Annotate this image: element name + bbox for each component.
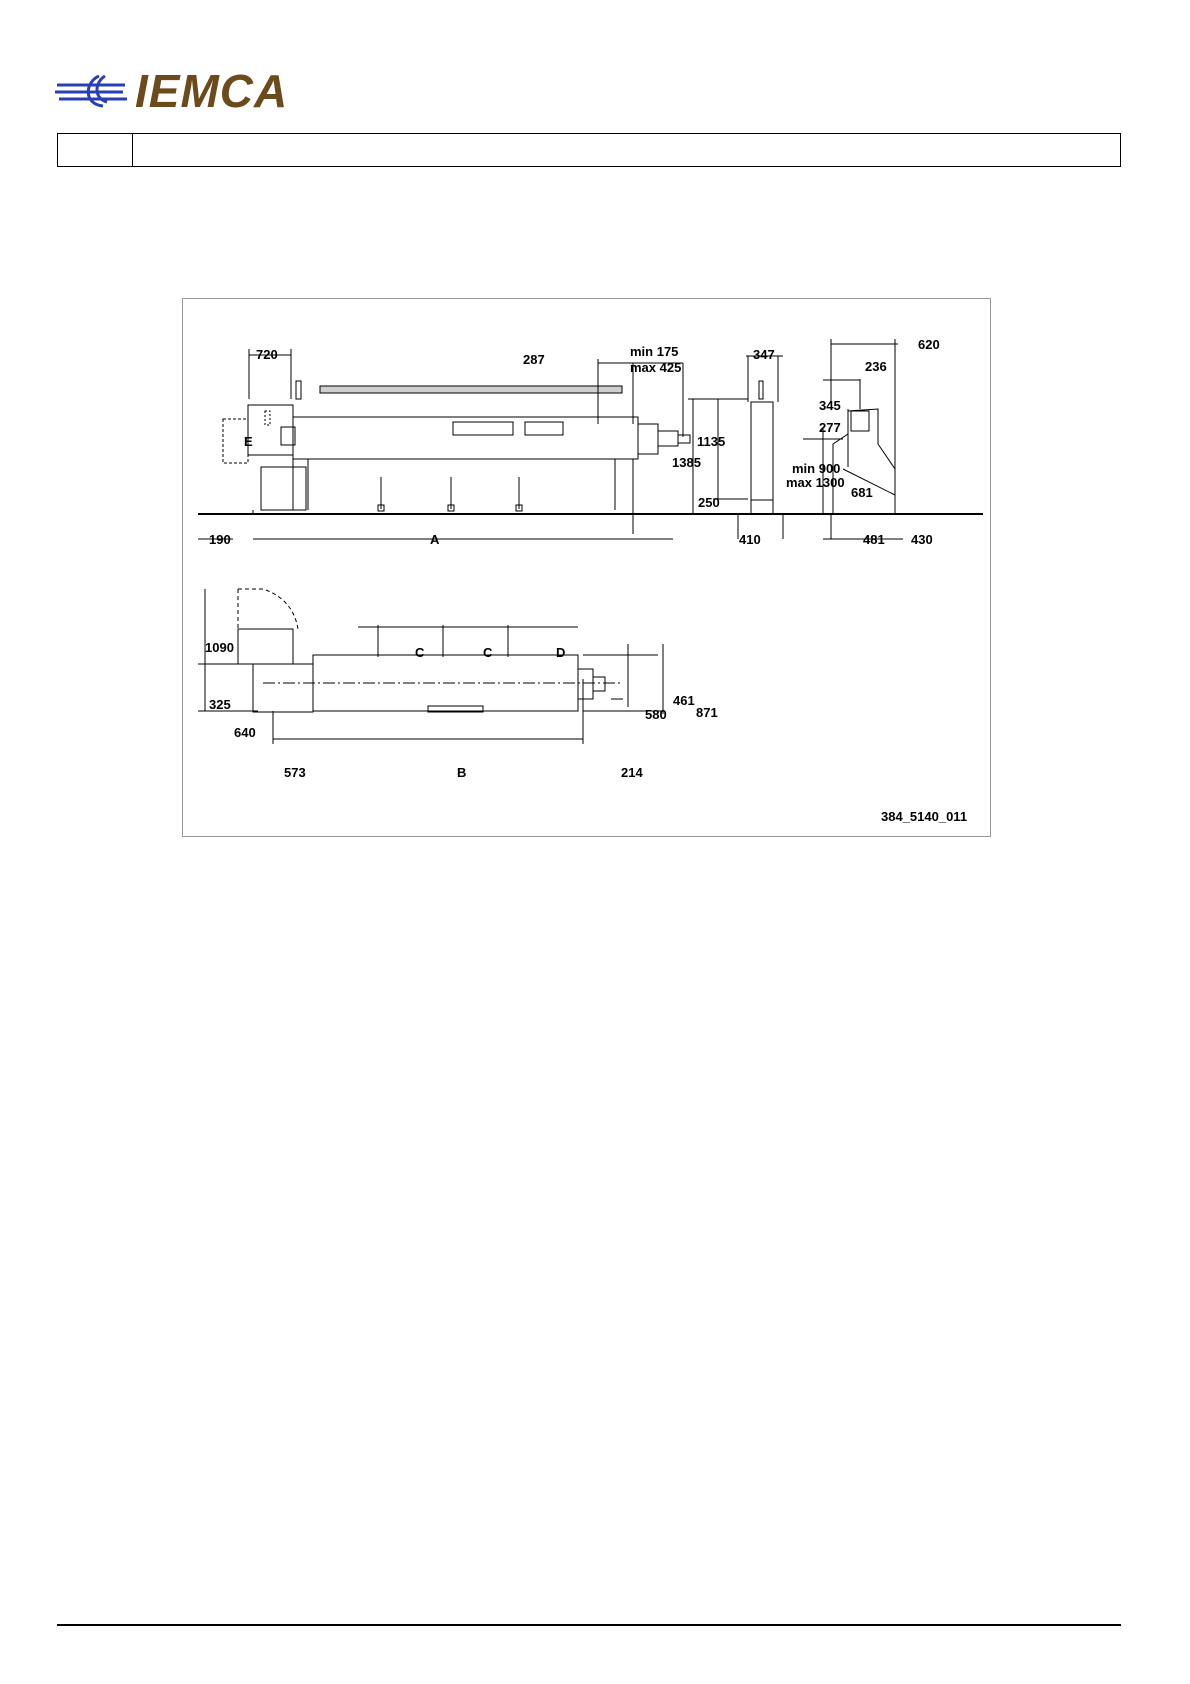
dim-e: E	[244, 434, 253, 449]
iemca-logo	[55, 65, 305, 117]
dim-277: 277	[819, 420, 841, 435]
footer-rule	[57, 1624, 1121, 1626]
dim-a: A	[430, 532, 440, 547]
dim-max-425: max 425	[630, 360, 682, 375]
swoosh-logo-icon	[55, 68, 135, 114]
dim-580: 580	[645, 707, 667, 722]
header-cell-left	[58, 134, 133, 166]
dim-720: 720	[256, 347, 278, 362]
header-table	[57, 133, 1121, 167]
dim-871: 871	[696, 705, 718, 720]
dim-236: 236	[865, 359, 887, 374]
dim-min-175: min 175	[630, 344, 679, 359]
dim-573: 573	[284, 765, 306, 780]
dim-347: 347	[753, 347, 775, 362]
dim-c-1: C	[415, 645, 425, 660]
dim-min-900: min 900	[792, 461, 841, 476]
dim-481: 481	[863, 532, 885, 547]
dim-250: 250	[698, 495, 720, 510]
dim-190: 190	[209, 532, 231, 547]
dim-287: 287	[523, 352, 545, 367]
dim-681: 681	[851, 485, 873, 500]
dim-1385: 1385	[672, 455, 701, 470]
dim-325: 325	[209, 697, 231, 712]
dim-d: D	[556, 645, 566, 660]
figure-code: 384_5140_011	[881, 809, 968, 824]
dim-214: 214	[621, 765, 643, 780]
header-cell-right	[133, 134, 1120, 166]
dim-1135: 1135	[697, 434, 726, 449]
dim-410: 410	[739, 532, 761, 547]
dim-b: B	[457, 765, 467, 780]
logo-wordmark: IEMCA	[135, 65, 289, 117]
dim-430: 430	[911, 532, 933, 547]
dim-461: 461	[673, 693, 695, 708]
dim-max-1300: max 1300	[786, 475, 845, 490]
drawing-canvas	[183, 299, 992, 838]
dim-640: 640	[234, 725, 256, 740]
dim-c-2: C	[483, 645, 493, 660]
dim-620: 620	[918, 337, 940, 352]
dim-1090: 1090	[205, 640, 234, 655]
dimension-drawing	[182, 298, 991, 837]
dim-345: 345	[819, 398, 841, 413]
